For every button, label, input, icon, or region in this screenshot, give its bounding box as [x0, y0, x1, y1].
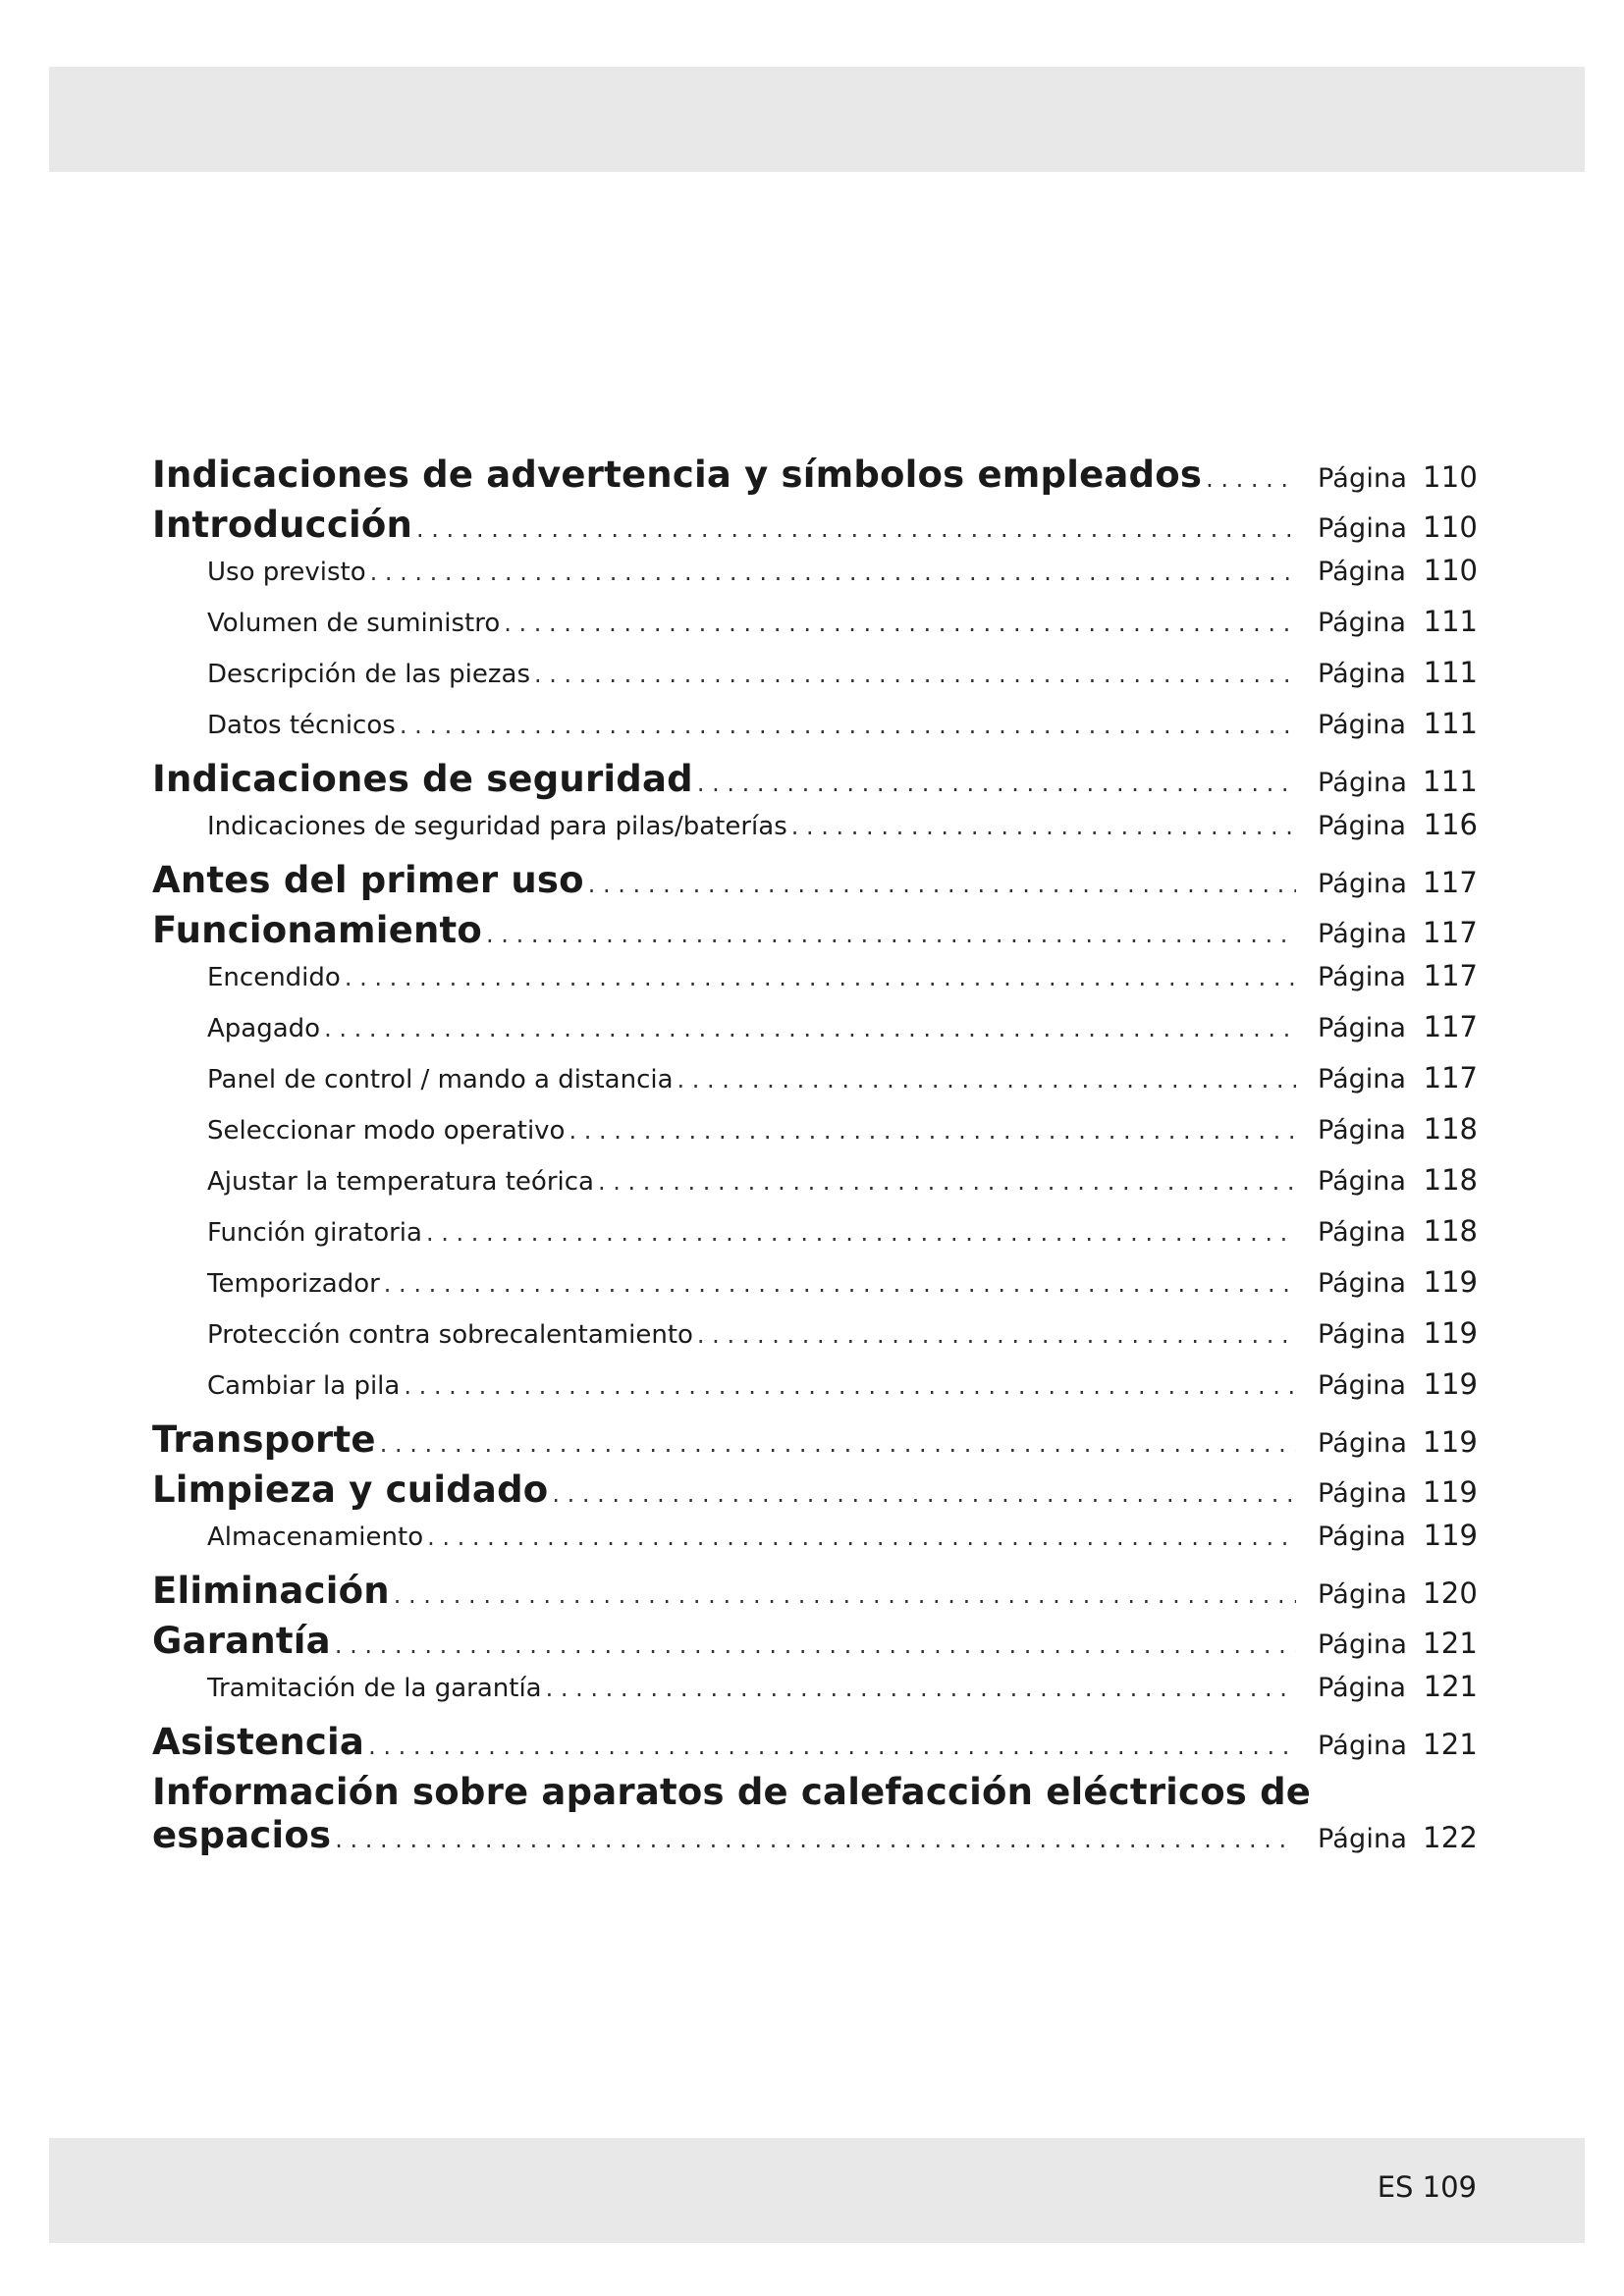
toc-page-label: Página — [1318, 1064, 1406, 1095]
toc-subsection-entry[interactable] — [152, 1214, 1478, 1265]
toc-dot-leader — [390, 1581, 1296, 1609]
toc-section-entry[interactable] — [152, 504, 1478, 554]
toc-dot-leader — [565, 1117, 1296, 1145]
toc-entry-title: Volumen de suministro — [207, 609, 501, 638]
toc-page-label: Página — [1318, 557, 1406, 587]
toc-section-entry[interactable] — [152, 1418, 1478, 1468]
toc-section-entry[interactable] — [152, 909, 1478, 959]
toc-dot-leader — [787, 813, 1296, 840]
toc-page-number: 119 — [1423, 1367, 1478, 1401]
toc-section-entry[interactable] — [152, 454, 1478, 504]
toc-page-label: Página — [1318, 869, 1408, 899]
toc-dot-leader — [412, 515, 1296, 543]
toc-page-label: Página — [1318, 1268, 1406, 1299]
toc-entry-title-line1: Información sobre aparatos de calefacción eléctricos de — [152, 1771, 1312, 1813]
toc-entry-title: Antes del primer uso — [152, 859, 584, 901]
toc-page-label: Página — [1318, 1370, 1406, 1401]
toc-page-label: Página — [1318, 463, 1408, 494]
toc-entry-title: Uso previsto — [207, 558, 366, 587]
toc-entry-title: Indicaciones de seguridad para pilas/baterías — [207, 812, 787, 841]
toc-subsection-entry[interactable] — [152, 1112, 1478, 1163]
toc-entry-title: Almacenamiento — [207, 1522, 424, 1552]
toc-dot-leader — [542, 1675, 1296, 1702]
toc-page-label: Página — [1318, 710, 1406, 740]
toc-page-number: 119 — [1423, 1265, 1478, 1299]
toc-page-label: Página — [1318, 919, 1408, 949]
toc-subsection-entry[interactable] — [152, 1316, 1478, 1367]
toc-dot-leader — [320, 1015, 1296, 1042]
toc-entry-title: Indicaciones de advertencia y símbolos empleados — [152, 454, 1203, 496]
toc-dot-leader — [500, 610, 1296, 637]
toc-dot-leader — [530, 661, 1296, 688]
toc-entry-title: Eliminación — [152, 1570, 390, 1612]
toc-subsection-entry[interactable] — [152, 656, 1478, 707]
toc-subsection-entry[interactable] — [152, 1519, 1478, 1570]
toc-page-number: 119 — [1423, 1475, 1478, 1509]
toc-page-label: Página — [1318, 513, 1408, 544]
toc-entry-info-electric-heaters[interactable] — [152, 1771, 1478, 1864]
toc-entry-title: Encendido — [207, 963, 341, 992]
toc-dot-leader — [693, 1321, 1296, 1349]
toc-dot-leader — [693, 770, 1296, 797]
toc-dot-leader — [331, 1631, 1296, 1659]
toc-section-entry[interactable] — [152, 1620, 1478, 1670]
toc-page-number: 117 — [1423, 959, 1478, 992]
toc-entry-title: Introducción — [152, 504, 412, 546]
toc-page-number: 110 — [1423, 510, 1478, 544]
toc-dot-leader — [423, 1523, 1296, 1551]
toc-page-number: 111 — [1423, 765, 1478, 798]
toc-subsection-entry[interactable] — [152, 1061, 1478, 1112]
toc-page-label: Página — [1318, 962, 1406, 992]
toc-entry-title: Funcionamiento — [152, 909, 483, 951]
toc-subsection-entry[interactable] — [152, 605, 1478, 656]
toc-page-number: 119 — [1423, 1519, 1478, 1552]
toc-entry-title: Tramitación de la garantía — [207, 1674, 542, 1703]
header-band — [49, 67, 1585, 172]
toc-page-label: Página — [1318, 1217, 1406, 1248]
toc-dot-leader — [400, 1372, 1296, 1400]
toc-page-label: Página — [1318, 1522, 1406, 1552]
toc-entry-title: Asistencia — [152, 1721, 365, 1763]
toc-entry-title: Descripción de las piezas — [207, 660, 531, 689]
toc-entry-title: Apagado — [207, 1014, 321, 1043]
toc-page-label: Página — [1318, 1629, 1408, 1660]
toc-page-number: 117 — [1423, 1061, 1478, 1095]
toc-dot-leader — [422, 1219, 1296, 1247]
toc-subsection-entry[interactable] — [152, 1010, 1478, 1061]
toc-page-label: Página — [1318, 608, 1406, 638]
toc-entry-title: Seleccionar modo operativo — [207, 1116, 566, 1146]
toc-entry-title: Cambiar la pila — [207, 1371, 401, 1401]
toc-page-number: 121 — [1423, 1728, 1478, 1761]
toc-dot-leader — [364, 1733, 1296, 1760]
toc-subsection-entry[interactable] — [152, 1367, 1478, 1418]
toc-dot-leader — [674, 1066, 1296, 1094]
toc-entry-title: Ajustar la temperatura teórica — [207, 1167, 594, 1197]
toc-page-number: 118 — [1423, 1112, 1478, 1146]
toc-dot-leader — [396, 712, 1296, 739]
toc-dot-leader — [331, 1826, 1296, 1853]
toc-entry-title: Indicaciones de seguridad — [152, 758, 693, 800]
toc-dot-leader — [1202, 465, 1296, 493]
toc-entry-title: Panel de control / mando a distancia — [207, 1065, 674, 1095]
toc-section-entry[interactable] — [152, 1570, 1478, 1620]
toc-subsection-entry[interactable] — [152, 707, 1478, 758]
toc-page-label: Página — [1318, 768, 1408, 798]
toc-section-entry[interactable] — [152, 1721, 1478, 1771]
toc-page-number: 118 — [1423, 1214, 1478, 1248]
toc-entry-title: Función giratoria — [207, 1218, 422, 1248]
toc-dot-leader — [482, 921, 1296, 948]
toc-page-label: Página — [1318, 659, 1406, 689]
toc-subsection-entry[interactable] — [152, 1265, 1478, 1316]
toc-page-label: Página — [1318, 1673, 1406, 1703]
toc-page-number: 110 — [1423, 460, 1478, 494]
toc-page-label: Página — [1318, 1579, 1408, 1610]
toc-page-number: 121 — [1423, 1627, 1478, 1660]
toc-entry-title-line2: espacios — [152, 1814, 332, 1856]
toc-page-number: 111 — [1423, 707, 1478, 740]
toc-entry-title: Protección contra sobrecalentamiento — [207, 1320, 693, 1350]
toc-page-label: Página — [1318, 1731, 1408, 1761]
toc-page-number: 117 — [1423, 1010, 1478, 1043]
toc-page-number: 111 — [1423, 605, 1478, 638]
toc-page-number: 120 — [1423, 1576, 1478, 1610]
toc-entry-title: Garantía — [152, 1620, 331, 1662]
toc-section-entry[interactable] — [152, 859, 1478, 909]
toc-page-number: 116 — [1423, 808, 1478, 841]
toc-page-label: Página — [1318, 1013, 1406, 1043]
toc-subsection-entry[interactable] — [152, 554, 1478, 605]
toc-subsection-entry[interactable] — [152, 959, 1478, 1010]
toc-page-number: 110 — [1423, 554, 1478, 587]
toc-subsection-entry[interactable] — [152, 808, 1478, 859]
footer-band — [49, 2138, 1585, 2243]
toc-section-entry[interactable] — [152, 1468, 1478, 1519]
table-of-contents — [152, 454, 1478, 1864]
toc-page-label: Página — [1318, 1166, 1406, 1197]
toc-section-entry[interactable] — [152, 758, 1478, 808]
toc-dot-leader — [376, 1430, 1296, 1458]
toc-dot-leader — [548, 1480, 1296, 1508]
footer-page-number: ES 109 — [1377, 2170, 1477, 2204]
toc-page-label: Página — [1318, 1428, 1408, 1459]
toc-page-number: 121 — [1423, 1670, 1478, 1703]
toc-dot-leader — [366, 559, 1296, 586]
toc-entries — [152, 454, 1478, 1771]
toc-page-label: Página — [1318, 1115, 1406, 1146]
toc-page-label: Página — [1318, 1478, 1408, 1509]
toc-entry-title: Temporizador — [207, 1269, 380, 1299]
toc-dot-leader — [594, 1168, 1296, 1196]
toc-entry-title: Limpieza y cuidado — [152, 1468, 549, 1511]
toc-subsection-entry[interactable] — [152, 1670, 1478, 1721]
toc-page-number: 122 — [1423, 1821, 1478, 1854]
toc-dot-leader — [584, 871, 1296, 898]
toc-page-label: Página — [1318, 1824, 1408, 1854]
toc-dot-leader — [380, 1270, 1296, 1298]
toc-page-number: 119 — [1423, 1316, 1478, 1350]
toc-page-label: Página — [1318, 811, 1406, 841]
toc-subsection-entry[interactable] — [152, 1163, 1478, 1214]
toc-dot-leader — [341, 964, 1296, 991]
toc-page-number: 117 — [1423, 866, 1478, 899]
toc-page-number: 117 — [1423, 916, 1478, 949]
toc-entry-title: Transporte — [152, 1418, 376, 1461]
toc-page-number: 111 — [1423, 656, 1478, 689]
toc-entry-title: Datos técnicos — [207, 711, 396, 740]
toc-page-number: 118 — [1423, 1163, 1478, 1197]
toc-page-number: 119 — [1423, 1425, 1478, 1459]
toc-page-label: Página — [1318, 1319, 1406, 1350]
